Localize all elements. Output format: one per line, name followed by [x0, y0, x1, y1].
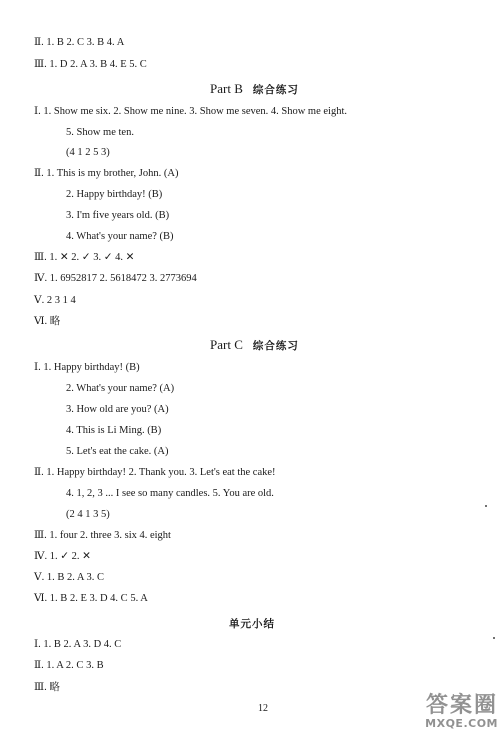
- partC-line: (2 4 1 3 5): [66, 509, 110, 520]
- partA-answer-2: Ⅱ. 1. B 2. C 3. B 4. A: [34, 37, 125, 48]
- summary-line: Ⅲ. 略: [34, 682, 60, 693]
- summary-line: Ⅰ. 1. B 2. A 3. D 4. C: [34, 639, 122, 650]
- partB-line: Ⅳ. 1. 6952817 2. 5618472 3. 2773694: [34, 273, 197, 284]
- partC-title: Part C: [210, 337, 243, 352]
- partC-line: Ⅳ. 1. ✓ 2. ✕: [34, 551, 91, 562]
- partC-line: 4. 1, 2, 3 ... I see so many candles. 5. You are old.: [66, 488, 274, 499]
- partC-line: 2. What's your name? (A): [66, 383, 175, 394]
- partC-line: 3. How old are you? (A): [66, 404, 169, 415]
- partB-line: Ⅰ. 1. Show me six. 2. Show me nine. 3. Show me seven. 4. Show me eight.: [34, 106, 348, 117]
- partB-line: 3. I'm five years old. (B): [66, 210, 170, 221]
- summary-line: Ⅱ. 1. A 2. C 3. B: [34, 660, 104, 671]
- partC-line: Ⅰ. 1. Happy birthday! (B): [34, 362, 140, 373]
- partC-line: Ⅴ. 1. B 2. A 3. C: [34, 572, 105, 583]
- partC-line: Ⅵ. 1. B 2. E 3. D 4. C 5. A: [34, 593, 148, 604]
- partB-heading: [210, 81, 299, 98]
- partC-line: Ⅱ. 1. Happy birthday! 2. Thank you. 3. Let's eat the cake!: [34, 467, 276, 478]
- partC-heading: [210, 337, 299, 354]
- watermark-text: 答案圈: [425, 693, 498, 718]
- partB-line: 2. Happy birthday! (B): [66, 189, 163, 200]
- scan-speck: [493, 637, 495, 639]
- watermark-url: MXQE.COM: [425, 717, 498, 730]
- partB-line: (4 1 2 5 3): [66, 147, 110, 158]
- partB-title: Part B: [210, 81, 243, 96]
- summary-heading: 单元小结: [229, 618, 275, 630]
- partB-subtitle: 综合练习: [252, 84, 299, 96]
- partC-subtitle: 综合练习: [252, 340, 299, 352]
- partB-line: Ⅲ. 1. ✕ 2. ✓ 3. ✓ 4. ✕: [34, 252, 135, 263]
- partA-answer-3: Ⅲ. 1. D 2. A 3. B 4. E 5. C: [34, 59, 147, 70]
- partC-line: 5. Let's eat the cake. (A): [66, 446, 169, 457]
- partC-line: 4. This is Li Ming. (B): [66, 425, 162, 436]
- partB-line: Ⅵ. 略: [34, 316, 61, 327]
- scan-speck: [485, 505, 487, 507]
- partB-line: 4. What's your name? (B): [66, 231, 174, 242]
- partB-line: Ⅴ. 2 3 1 4: [34, 295, 76, 306]
- page-number: 12: [258, 703, 268, 714]
- partC-line: Ⅲ. 1. four 2. three 3. six 4. eight: [34, 530, 171, 541]
- watermark-logo: [425, 694, 498, 730]
- partB-line: 5. Show me ten.: [66, 127, 134, 138]
- partB-line: Ⅱ. 1. This is my brother, John. (A): [34, 168, 179, 179]
